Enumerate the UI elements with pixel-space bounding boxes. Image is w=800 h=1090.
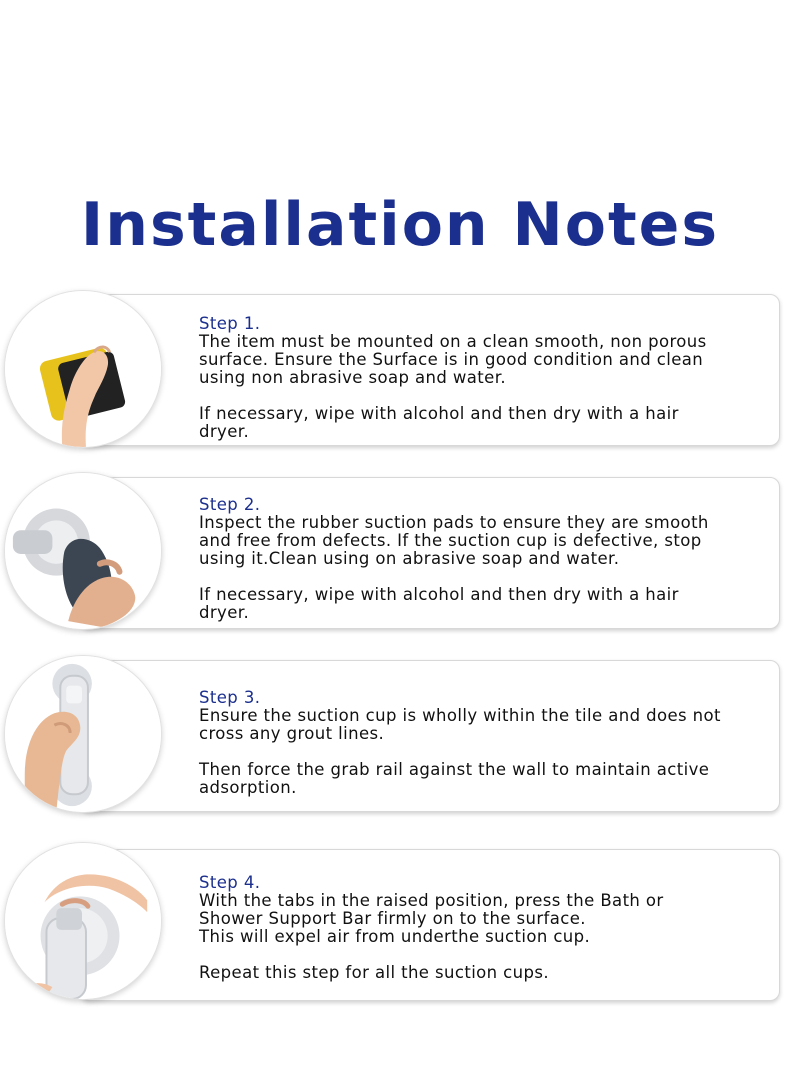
hand-wiping-suction-cup-icon [4,472,162,630]
hand-cleaning-with-sponge-icon [4,290,162,448]
step-3-label: Step 3. [199,688,261,707]
step-card-3 [80,660,780,812]
page-title: Installation Notes [80,190,720,260]
step-3-paragraph-1: Ensure the suction cup is wholly within the tile and does not cross any grout lines. [199,706,721,743]
step-3-text [199,689,771,797]
step-1-text [199,315,771,441]
step-4-paragraph-2: Repeat this step for all the suction cups. [199,963,550,982]
step-2-paragraph-1: Inspect the rubber suction pads to ensure they are smooth and free from defects. If the suction cup is defective, stop using it.Clean using on abrasive soap and water. [199,513,709,568]
step-card-1 [80,294,780,446]
step-2-text [199,496,771,622]
step-card-2 [80,477,780,629]
step-2-paragraph-2: If necessary, wipe with alcohol and then dry with a hair dryer. [199,585,679,622]
step-1-paragraph-1: The item must be mounted on a clean smooth, non porous surface. Ensure the Surface is in good condition and clean using non abrasive soap and water. [199,332,707,387]
step-3-paragraph-2: Then force the grab rail against the wall to maintain active adsorption. [199,760,710,797]
hand-holding-grab-rail-icon [4,655,162,813]
step-4-text [199,874,771,982]
step-2-label: Step 2. [199,495,261,514]
step-1-label: Step 1. [199,314,261,333]
step-card-4 [80,849,780,1001]
hand-pressing-tab-icon [4,842,162,1000]
step-1-paragraph-2: If necessary, wipe with alcohol and then dry with a hair dryer. [199,404,679,441]
step-4-paragraph-1: With the tabs in the raised position, press the Bath or Shower Support Bar firmly on to the surface. This will expel air from underthe suction cup. [199,891,664,946]
step-4-label: Step 4. [199,873,261,892]
